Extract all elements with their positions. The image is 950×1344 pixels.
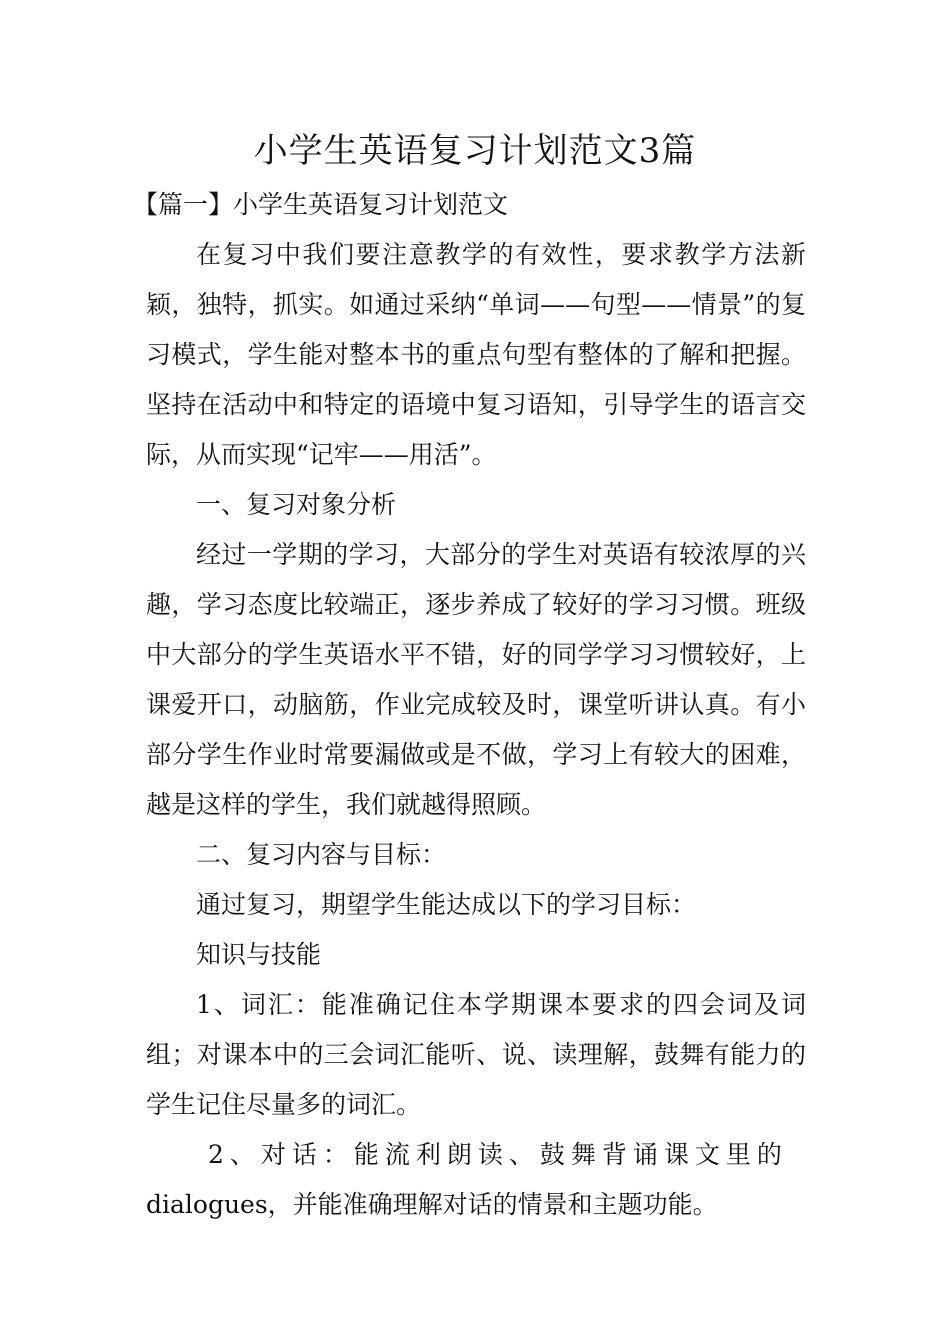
subheading-knowledge-skills: 知识与技能 [196,940,322,969]
heading-object-analysis: 一、复习对象分析 [196,490,397,519]
section-title: 【篇一】小学生英语复习计划范文 [133,190,509,219]
paragraph-goal-intro: 通过复习，期望学生能达成以下的学习目标： [196,890,697,919]
document-title: 小学生英语复习计划范文3篇 [253,131,697,171]
paragraph-intro: 在复习中我们要注意教学的有效性，要求教学方法新颖，独特，抓实。如通过采纳“单词——句型——情景”的复习模式，学生能对整本书的重点句型有整体的了解和把握。坚持在活动中和特定的语境中复习语知，引导学生的语言交际，从而实现“记牢——用活”。 [146,240,806,469]
heading-content-goals: 二、复习内容与目标： [196,840,447,869]
paragraph-item-dialogue-line1: 2、对话：能流利朗读、鼓舞背诵课文里的 [208,1140,788,1169]
paragraph-analysis: 经过一学期的学习，大部分的学生对英语有较浓厚的兴趣，学习态度比较端正，逐步养成了较好的学习习惯。班级中大部分的学生英语水平不错，好的同学学习习惯较好，上课爱开口，动脑筋，作业完成较及时，课堂听讲认真。有小部分学生作业时常要漏做或是不做，学习上有较大的困难，越是这样的学生，我们就越得照顾。 [146,540,806,819]
paragraph-item-vocabulary: 1、词汇：能准确记住本学期课本要求的四会词及词组；对课本中的三会词汇能听、说、读理解，鼓舞有能力的学生记住尽量多的词汇。 [146,990,806,1119]
paragraph-item-dialogue-line2: dialogues，并能准确理解对话的情景和主题功能。 [146,1190,718,1219]
document-body [133,180,806,1230]
